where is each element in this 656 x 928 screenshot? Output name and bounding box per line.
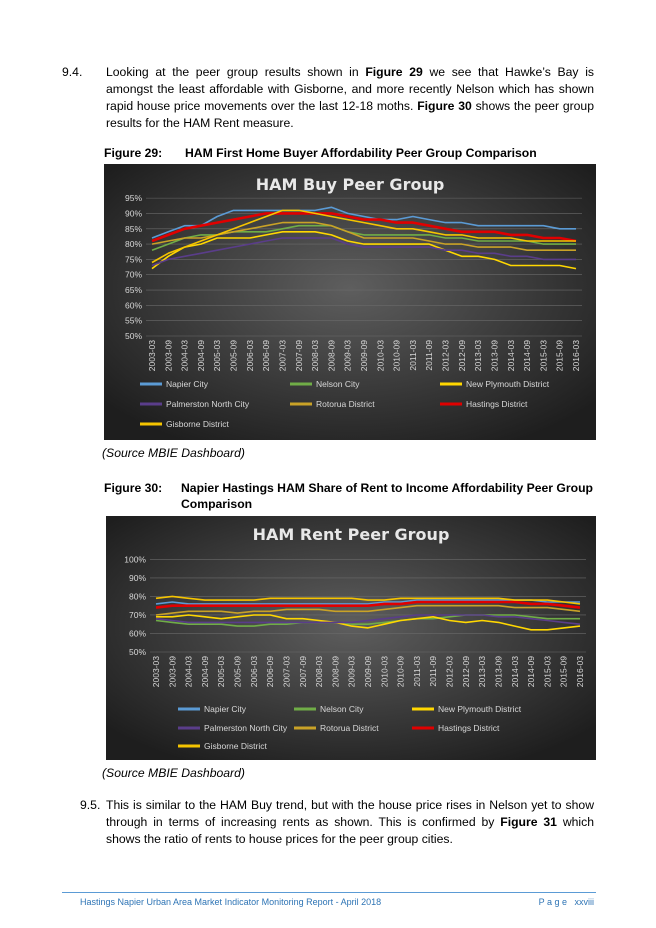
y-tick-label: 70% xyxy=(128,609,146,620)
x-tick-label: 2012-03 xyxy=(444,656,455,688)
y-tick-label: 100% xyxy=(124,554,146,565)
x-tick-label: 2010-09 xyxy=(391,340,402,372)
y-tick-label: 80% xyxy=(128,591,146,602)
figure-30-reference: Figure 30 xyxy=(417,99,472,113)
x-tick-label: 2005-03 xyxy=(216,656,227,688)
legend-label: Napier City xyxy=(166,379,209,389)
section-9-4-text-a: Looking at the peer group results shown in xyxy=(106,65,366,79)
section-number-9-4: 9.4. xyxy=(62,65,83,79)
legend-label: Napier City xyxy=(204,704,247,714)
x-tick-label: 2004-03 xyxy=(183,656,194,688)
x-tick-label: 2007-03 xyxy=(277,340,288,372)
x-tick-label: 2011-09 xyxy=(428,656,439,687)
x-tick-label: 2014-03 xyxy=(509,656,520,688)
x-tick-label: 2014-09 xyxy=(522,340,533,372)
figure-29-title: HAM First Home Buyer Affordability Peer Group Comparison xyxy=(185,146,537,160)
x-tick-label: 2008-09 xyxy=(326,340,337,372)
x-tick-label: 2007-09 xyxy=(293,340,304,372)
x-tick-label: 2003-03 xyxy=(151,656,161,688)
x-tick-label: 2014-03 xyxy=(505,340,516,372)
section-9-4-text xyxy=(106,64,594,132)
x-tick-label: 2013-03 xyxy=(477,656,488,688)
x-tick-label: 2015-03 xyxy=(538,340,549,372)
footer-page-number: P a g e xxviii xyxy=(538,897,594,907)
x-tick-label: 2011-03 xyxy=(407,340,418,371)
legend-label: New Plymouth District xyxy=(466,379,550,389)
figure-29-reference: Figure 29 xyxy=(365,65,423,79)
x-tick-label: 2016-03 xyxy=(575,656,585,688)
x-tick-label: 2013-09 xyxy=(489,340,500,372)
y-tick-label: 65% xyxy=(124,285,142,296)
legend-label: Hastings District xyxy=(438,723,500,733)
x-tick-label: 2008-09 xyxy=(330,656,341,688)
y-tick-label: 60% xyxy=(128,628,146,639)
x-tick-label: 2012-03 xyxy=(440,340,451,372)
legend-label: Nelson City xyxy=(316,379,360,389)
section-9-5-text-a: This is similar to the HAM Buy trend, but with the house price rises in Nelson yet to show through in terms of increasing rents as shown. This is confirmed by xyxy=(106,798,594,829)
y-tick-label: 90% xyxy=(128,572,146,583)
x-tick-label: 2010-09 xyxy=(395,656,406,688)
legend-label: Palmerston North City xyxy=(166,399,250,409)
section-9-4-text-c: shows the peer group results for the HAM Rent measure. xyxy=(106,99,594,130)
y-tick-label: 90% xyxy=(124,208,142,219)
x-tick-label: 2013-09 xyxy=(493,656,504,688)
x-tick-label: 2003-09 xyxy=(167,656,178,688)
figure-29-source: (Source MBIE Dashboard) xyxy=(102,446,245,460)
footer-report-title: Hastings Napier Urban Area Market Indicator Monitoring Report - April 2018 xyxy=(80,897,382,907)
x-tick-label: 2009-09 xyxy=(363,656,373,688)
ham-buy-peer-group-chart xyxy=(104,164,596,440)
legend-label: New Plymouth District xyxy=(438,704,522,714)
y-tick-label: 95% xyxy=(124,193,142,204)
figure-30-source: (Source MBIE Dashboard) xyxy=(102,766,245,780)
y-tick-label: 55% xyxy=(124,315,142,326)
y-tick-label: 80% xyxy=(124,239,142,250)
x-tick-label: 2004-09 xyxy=(199,656,210,688)
x-tick-label: 2007-09 xyxy=(297,656,308,688)
x-tick-label: 2011-09 xyxy=(424,340,435,371)
x-tick-label: 2005-03 xyxy=(212,340,223,372)
x-tick-label: 2008-03 xyxy=(310,340,321,372)
y-tick-label: 70% xyxy=(124,269,142,280)
x-tick-label: 2004-09 xyxy=(195,340,206,372)
x-tick-label: 2015-09 xyxy=(554,340,565,372)
chart-title: HAM Buy Peer Group xyxy=(255,175,445,194)
legend-label: Palmerston North City xyxy=(204,723,288,733)
x-tick-label: 2003-09 xyxy=(163,340,174,372)
y-tick-label: 50% xyxy=(128,647,146,657)
legend-label: Gisborne District xyxy=(204,741,267,751)
section-number-9-5: 9.5. xyxy=(80,798,101,812)
y-tick-label: 60% xyxy=(124,300,142,311)
y-tick-label: 50% xyxy=(124,331,142,341)
legend-label: Rotorua District xyxy=(320,723,379,733)
x-tick-label: 2016-03 xyxy=(571,340,581,372)
x-tick-label: 2005-09 xyxy=(228,340,239,372)
x-tick-label: 2006-09 xyxy=(265,656,276,688)
x-tick-label: 2008-03 xyxy=(314,656,325,688)
x-tick-label: 2005-09 xyxy=(232,656,243,688)
figure-30-label: Figure 30: xyxy=(104,481,163,495)
legend-label: Hastings District xyxy=(466,399,528,409)
x-tick-label: 2006-03 xyxy=(244,340,255,372)
y-tick-label: 75% xyxy=(124,254,142,265)
figure-30-title: Napier Hastings HAM Share of Rent to Income Affordability Peer Group Comparison xyxy=(181,481,593,511)
x-tick-label: 2015-09 xyxy=(558,656,569,688)
chart-title: HAM Rent Peer Group xyxy=(252,525,450,544)
section-9-5-text-b: which shows the ratio of rents to house prices for the peer group cities. xyxy=(106,815,594,846)
footer-divider xyxy=(62,892,596,893)
x-tick-label: 2007-03 xyxy=(281,656,292,688)
section-9-4-text-b: we see that Hawke’s Bay is amongst the least affordable with Gisborne, and more recently Nelson which has shown rapid house price movements over the last 12-18 moths. xyxy=(106,65,595,113)
legend-label: Nelson City xyxy=(320,704,364,714)
x-tick-label: 2004-03 xyxy=(179,340,190,372)
x-tick-label: 2009-09 xyxy=(359,340,369,372)
y-tick-label: 85% xyxy=(124,223,142,234)
ham-rent-peer-group-chart xyxy=(106,516,596,760)
x-tick-label: 2009-03 xyxy=(346,656,357,688)
x-tick-label: 2013-03 xyxy=(473,340,484,372)
x-tick-label: 2006-03 xyxy=(248,656,259,688)
x-tick-label: 2009-03 xyxy=(342,340,353,372)
x-tick-label: 2006-09 xyxy=(261,340,272,372)
x-tick-label: 2012-09 xyxy=(456,340,467,372)
figure-31-reference: Figure 31 xyxy=(500,815,557,829)
section-9-5-text xyxy=(106,797,594,848)
x-tick-label: 2014-09 xyxy=(526,656,537,688)
x-tick-label: 2011-03 xyxy=(411,656,422,687)
figure-29-label: Figure 29: xyxy=(104,146,163,160)
x-tick-label: 2010-03 xyxy=(375,340,386,372)
x-tick-label: 2003-03 xyxy=(147,340,157,372)
legend-label: Rotorua District xyxy=(316,399,375,409)
x-tick-label: 2010-03 xyxy=(379,656,390,688)
legend-label: Gisborne District xyxy=(166,419,229,429)
x-tick-label: 2015-03 xyxy=(542,656,553,688)
x-tick-label: 2012-09 xyxy=(460,656,471,688)
